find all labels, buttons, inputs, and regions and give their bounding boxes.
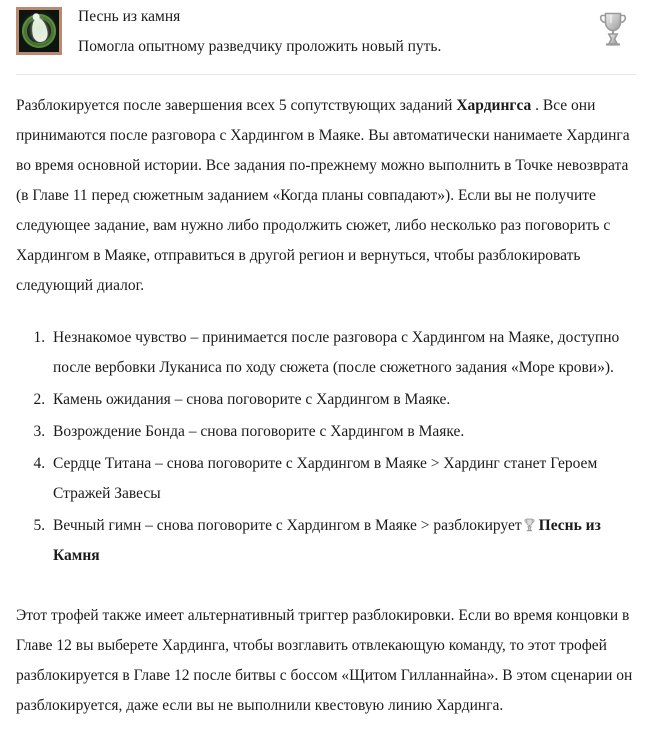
stone-song-achievement-icon bbox=[16, 7, 62, 55]
quest-steps-list bbox=[16, 323, 636, 571]
step-1-text: Незнакомое чувство – принимается после разговора с Хардингом на Маяке, доступно после вербовки Луканиса по ходу сюжета (после сюжетного задания «Море крови»). bbox=[53, 329, 620, 376]
list-item bbox=[49, 449, 636, 509]
step-5-bold-trophy-name: Песнь из Камня bbox=[53, 517, 601, 564]
intro-bold-hardings: Хардингса bbox=[456, 97, 532, 114]
intro-text-part1: Разблокируется после завершения всех 5 сопутствующих заданий bbox=[16, 97, 457, 114]
step-2-text: Камень ожидания – снова поговорите с Хардингом в Маяке. bbox=[53, 391, 451, 408]
achievement-description: Помогла опытному разведчику проложить новый путь. bbox=[78, 38, 442, 55]
step-5-text-before: Вечный гимн – снова поговорите с Хардингом в Маяке > разблокирует bbox=[53, 517, 522, 534]
achievement-icon-glow bbox=[19, 10, 59, 52]
list-item bbox=[49, 323, 636, 383]
list-item bbox=[49, 511, 636, 571]
achievement-title: Песнь из камня bbox=[78, 8, 181, 25]
achievement-body bbox=[0, 91, 652, 721]
header-divider bbox=[16, 74, 636, 75]
trophy-icon bbox=[596, 8, 630, 48]
achievement-header-row bbox=[16, 6, 636, 58]
list-item bbox=[49, 385, 636, 415]
achievement-text-block bbox=[62, 6, 596, 58]
step-4-text: Сердце Титана – снова поговорите с Хардингом в Маяке > Хардинг станет Героем Стражей Завесы bbox=[53, 455, 598, 502]
outro-paragraph: Этот трофей также имеет альтернативный триггер разблокировки. Если во время концовки в Главе 12 вы выберете Хардинга, чтобы возглавить отвлекающую команду, то этот трофей разблокируется в Главе 12 после битвы с боссом «Щитом Гилланнайна». В этом сценарии он разблокируется, даже если вы не выполнили квестовую линию Хардинга. bbox=[16, 607, 633, 714]
intro-text-part2: . Все они принимаются после разговора с Хардингом в Маяке. Вы автоматически нанимаете Хардинга во время основной истории. Все задания по-прежнему можно выполнить в Точке невозврата (в Главе 11 перед сюжетным заданием «Когда планы совпадают»). Если вы не получите следующее задание, вам нужно либо продолжить сюжет, либо несколько раз поговорить с Хардингом в Маяке, отправиться в другой регион и вернуться, чтобы разблокировать следующий диалог. bbox=[16, 97, 630, 294]
step-3-text: Возрождение Бонда – снова поговорите с Хардингом в Маяке. bbox=[53, 423, 465, 440]
achievement-header bbox=[0, 0, 652, 62]
list-item bbox=[49, 417, 636, 447]
trophy-icon bbox=[523, 517, 536, 532]
intro-paragraph bbox=[16, 91, 636, 301]
